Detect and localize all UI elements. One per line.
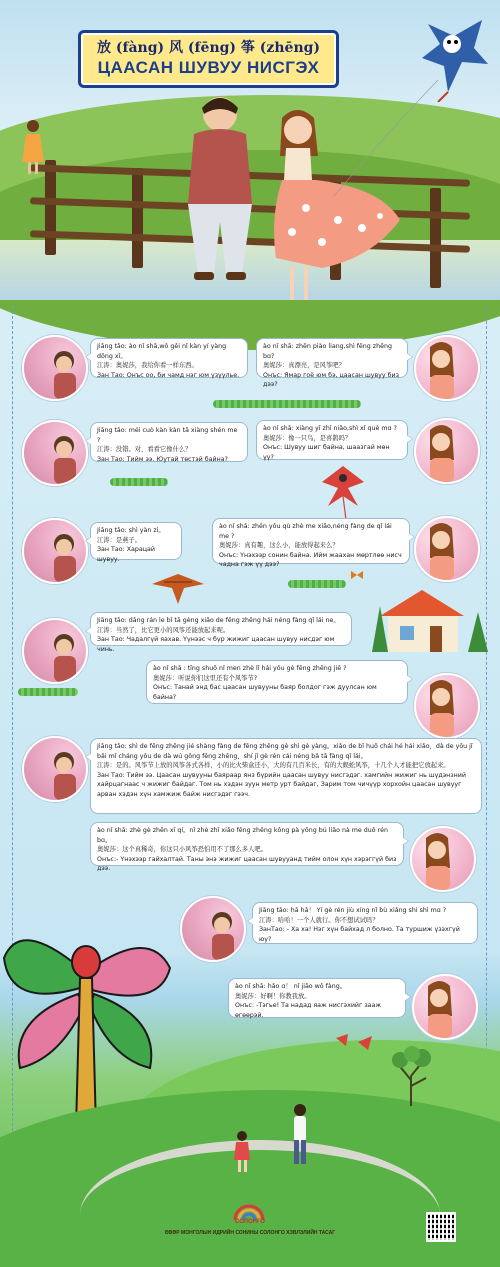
pinyin-line: Jiāng tāo: méi cuò kàn kàn tā xiàng shén me ? xyxy=(97,427,238,444)
title-mongolian: ЦААСАН ШУВУУ НИСГЭХ xyxy=(97,58,320,77)
chinese-line: 江涛：奥妮莎，我给你看一样东西。 xyxy=(97,362,198,370)
mongolian-line: Онъс: Ямар гоё юм бэ, цаасан шувуу биз дээ? xyxy=(263,371,399,389)
house-with-trees-illustration xyxy=(360,586,490,656)
qr-code[interactable] xyxy=(426,1212,456,1242)
mongolian-line: Онъс:- Үнэхээр гайхалтай. Таны энэ жижиг цаасан шувууанд тийм олон хүн хэрэггүй биз дээ. xyxy=(97,855,397,873)
onis-avatar xyxy=(412,974,478,1040)
chinese-line: 奥妮莎：真有趣，这么小，能放得起来么？ xyxy=(219,542,339,550)
girl-in-field-figure xyxy=(18,118,48,176)
jiang-tao-avatar xyxy=(22,736,88,802)
man-figure xyxy=(172,92,267,282)
grass-decoration xyxy=(18,688,78,696)
pinyin-line: ào nǐ shā: xiàng yī zhī niǎo,shì xǐ què mɑ ? xyxy=(263,425,397,432)
bird-kite-icon xyxy=(318,462,368,522)
chinese-line: 奥妮莎：像一只鸟，是喜鹊吗？ xyxy=(263,434,352,442)
onis-avatar xyxy=(414,418,480,484)
dialogue-bubble-2 xyxy=(256,338,408,389)
grass-decoration xyxy=(288,580,346,588)
logo-text: СОЛОНГО xyxy=(235,1219,265,1225)
jiang-tao-avatar xyxy=(180,896,246,962)
pinyin-line: ào nǐ shā : tīng shuō nǐ men zhè lǐ hái yǒu gè fēng zhēng jiē ? xyxy=(153,665,347,672)
tree-icon xyxy=(386,1046,436,1106)
dialogue-bubble-4 xyxy=(256,420,408,460)
swallow-kite-icon xyxy=(150,566,206,606)
dialogue-bubble-6 xyxy=(212,518,410,569)
chinese-line: 奥妮莎：这个真稀奇，你这只小风筝恐怕用不了那么多人吧。 xyxy=(97,846,268,854)
dialogue-bubble-8 xyxy=(146,660,408,704)
mongolian-line: Онъс: Шувуу шиг байна, шаазгай мөн үү? xyxy=(263,444,390,461)
pinyin-line: ào nǐ shā: zhēn yǒu qù zhè me xiǎo,néng fàng de qǐ lái me ? xyxy=(219,523,392,540)
small-kites-icon xyxy=(330,1030,380,1060)
chinese-line: 奥妮莎：听说你们这里还有个风筝节? xyxy=(153,674,258,682)
dialogue-bubble-7 xyxy=(90,612,352,653)
jiang-tao-avatar xyxy=(22,335,88,401)
onis-avatar xyxy=(414,335,480,401)
mongolian-line: ЗанТао: - Ха ха! Нэг хүн байхад л болно. Та туршиж үзэхгүй юу? xyxy=(259,926,460,943)
chinese-line: 奥妮莎：好啊！你教我放。 xyxy=(235,992,311,1000)
jiang-tao-avatar xyxy=(22,518,88,584)
dialogue-bubble-3 xyxy=(90,422,248,462)
dialogue-bubble-12 xyxy=(228,978,406,1018)
chinese-line: 江涛：是的。风筝节上放的风筝各式各样，小的比火柴盒还小，大的有几百米长，有的大蜈蚣风筝，十几个人才能把它放起来。 xyxy=(97,762,450,770)
mongolian-line: Онъс: -Тэгье! Та надад яаж нисгэхийг зааж өгөөрэй. xyxy=(235,1002,382,1019)
pinyin-line: ào nǐ shā: hǎo ɑ！ nǐ jiāo wǒ fàng。 xyxy=(235,983,347,990)
pinyin-line: Jiāng tāo: shì yàn zi。 xyxy=(97,527,165,534)
mongolian-line: Зан Тао: Тийм ээ. Цаасан шувууны баяраар янз бүрийн цаасан шувуу нисгэдэг. хамгийн жижиг нь шүдэнзний хайрцагнаас ч жижиг байдаг. Том нь хэдэн зуун метр урт байдаг, Зарим том чичүүр хорхойн цаасан шувууг арван хэдэн хүн хамжиж байж нисгэдэг гээч. xyxy=(97,771,466,798)
onis-avatar xyxy=(414,516,480,582)
mongolian-line: Зан Тао: Харацай шувуу. xyxy=(97,546,155,563)
dialogue-bubble-5 xyxy=(90,522,182,563)
onis-avatar xyxy=(410,826,476,892)
mongolian-line: Онъс: Үнэхээр сонин байна. Ийм жаахан мөртлөө нисч чадна гэж үү дээ? xyxy=(219,551,402,569)
mongolian-line: Зан Тао: Тийм ээ. Юутай төстэй байна? xyxy=(97,455,228,463)
chinese-line: 江涛：当然了，比它更小的风筝还能放起来呢。 xyxy=(97,626,230,634)
pinyin-line: Jiāng tāo: hā hā！ Yí gè rén jiù xíng nǐ bù xiǎng shì shì mɑ ? xyxy=(259,907,447,914)
butterfly-icon xyxy=(350,570,364,580)
title-chinese: 放 (fàng) 风 (fēng) 筝 (zhēng) xyxy=(96,40,321,56)
grass-decoration xyxy=(110,478,168,486)
publisher-text: ӨВӨР МОНГОЛЫН ИДРИЙН СОНИНЫ СОЛОНГО ХЭВЛЭЛИЙН ТАСАГ xyxy=(164,1230,336,1236)
jiang-tao-avatar xyxy=(22,420,88,486)
jiang-tao-avatar xyxy=(22,618,88,684)
right-dashed-border xyxy=(486,306,487,1136)
chinese-line: 江涛：哈哈！一个人就行。你不想试试吗？ xyxy=(259,916,379,924)
mongolian-line: Зан Тао: Онъс оо, би чамд нэг юм үзүүлье. xyxy=(97,371,240,379)
dialogue-bubble-9 xyxy=(90,738,482,814)
pinyin-line: Jiāng tāo: shì de fēng zhēng jié shàng fàng de fēng zhēng gè shì gè yàng。xiǎo de bǐ huǒ chái hé hái xiǎo，dà de yǒu jǐ bǎi mǐ cháng yǒu de dà wú gōng fēng zhēng，shí jǐ gè rén cái néng bǎ tā fàng qǐ lái。 xyxy=(97,743,473,760)
kite-string-line xyxy=(330,70,440,200)
title-banner xyxy=(78,30,339,88)
dialogue-bubble-11 xyxy=(252,902,478,944)
chinese-line: 江涛：是燕子。 xyxy=(97,536,142,544)
father-and-daughter-flying-kite xyxy=(220,1100,330,1180)
mongolian-line: Онъс: Танай энд бас цаасан шувууны баяр болдог гэж дуулсан юм байна? xyxy=(153,684,377,701)
pinyin-line: Jiāng tāo: ào nǐ shā,wǒ gěi nǐ kàn yí yàng dōng xī。 xyxy=(97,343,227,360)
grass-decoration xyxy=(213,400,361,408)
dialogue-bubble-1 xyxy=(90,338,248,378)
pinyin-line: ào nǐ shā: zhēn piào liang,shì fēng zhēng bɑ? xyxy=(263,343,392,360)
chinese-line: 奥妮莎：真漂亮，是风筝吧？ xyxy=(263,362,345,370)
pinyin-line: Jiāng tāo: dāng rán le bǐ tā gèng xiǎo de fēng zhēng hái néng fàng qǐ lái ne。 xyxy=(97,617,340,624)
dialogue-bubble-10 xyxy=(90,822,404,873)
mongolian-line: Зан Тао: Чадалгүй яахав. Үүнээс ч бүр жижиг цаасан шувуу нисдэг юм чинь. xyxy=(97,636,335,653)
chinese-line: 江涛：没错。对，看看它像什么？ xyxy=(97,446,192,454)
onis-avatar xyxy=(414,673,480,739)
pinyin-line: ào nǐ shā: zhè gè zhēn xī qí。nǐ zhè zhī xiǎo fēng zhēng kǒng pà yǒng bú liǎo nà me duō rén bɑ。 xyxy=(97,827,388,844)
